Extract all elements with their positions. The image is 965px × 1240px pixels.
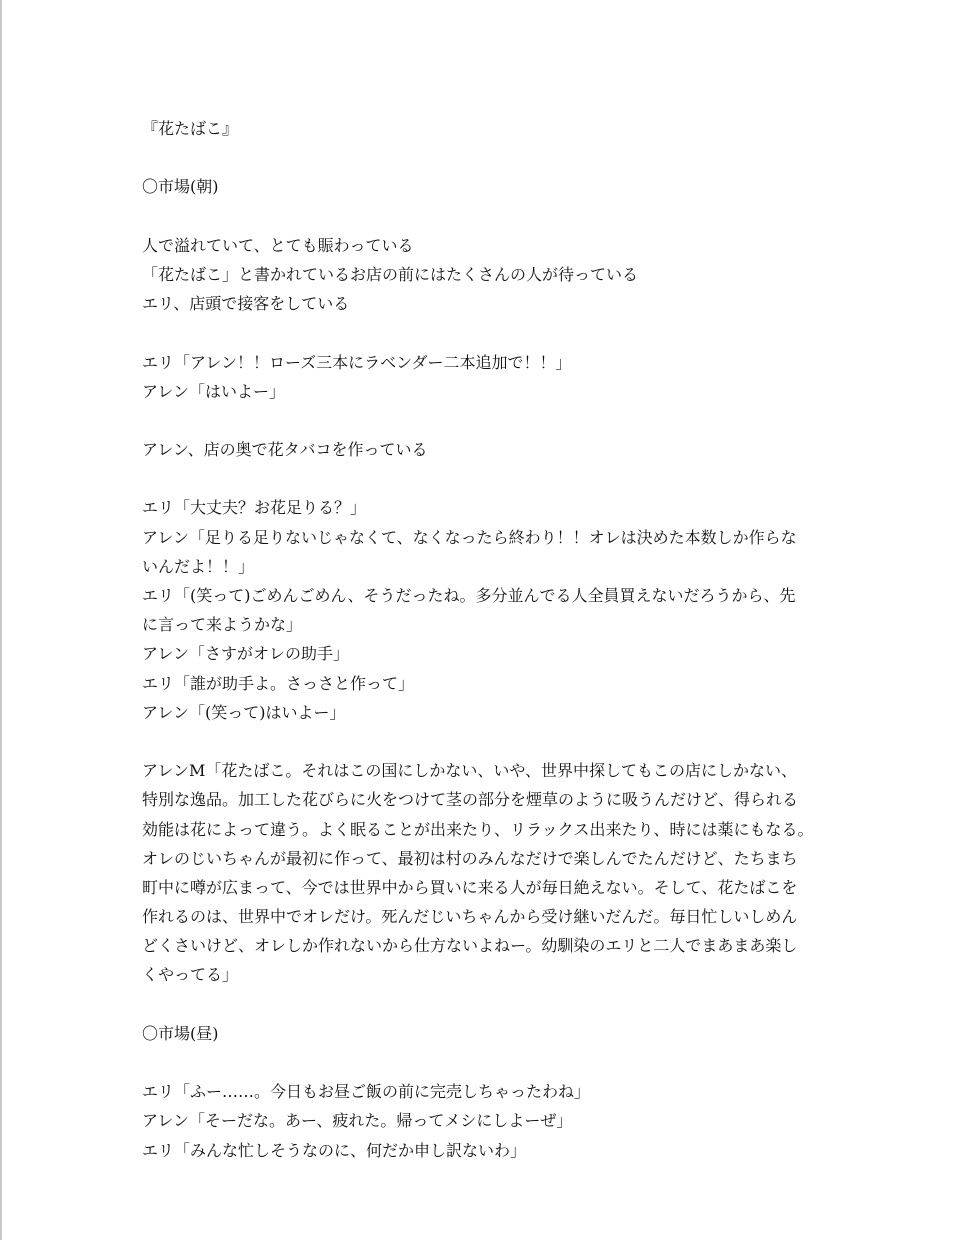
dialogue-line: エリ「ふー……。今日もお昼ご飯の前に完売しちゃったわね」: [142, 1082, 591, 1102]
blank-line: [142, 406, 842, 435]
blank-line: [142, 990, 842, 1019]
monologue-line: 町中に噂が広まって、今では世界中から買いに来る人が毎日絶えない。そして、花たばこを: [142, 877, 798, 897]
monologue-line: 効能は花によって違う。よく眠ることが出来たり、リラックス出来たり、時には薬にもなる。: [142, 819, 814, 839]
monologue-line: 作れるのは、世界中でオレだけ。死んだじいちゃんから受け継いだんだ。毎日忙しいしめん: [142, 907, 798, 927]
monologue-line: 特別な逸品。加工した花びらに火をつけて茎の部分を煙草のように吸うんだけど、得られる: [142, 790, 799, 810]
action-line: 「花たばこ」と書かれているお店の前にはたくさんの人が待っている: [142, 264, 639, 284]
dialogue-line: アレン「はいよー」: [142, 381, 285, 401]
scene-heading-morning: 〇市場(朝): [142, 177, 219, 197]
blank-line: [142, 143, 842, 172]
blank-line: [142, 464, 842, 493]
action-line: アレン、店の奥で花タバコを作っている: [142, 440, 428, 460]
dialogue-line: エリ「アレン！！ローズ三本にラベンダー二本追加で！！」: [142, 352, 572, 372]
dialogue-line: に言って来ようかな」: [142, 615, 303, 635]
dialogue-line: アレン「足りる足りないじゃなくて、なくなったら終わり！！オレは決めた本数しか作らな: [142, 527, 797, 547]
blank-line: [142, 318, 842, 347]
monologue-line: オレのじいちゃんが最初に作って、最初は村のみんなだけで楽しんでたんだけど、たちまち: [142, 848, 798, 868]
monologue-line: アレンM「花たばこ。それはこの国にしかない、いや、世界中探してもこの店にしかない、: [142, 761, 798, 781]
blank-line: [142, 202, 842, 231]
dialogue-line: アレン「(笑って)はいよー」: [142, 702, 346, 722]
dialogue-line: エリ「(笑って)ごめんごめん、そうだったね。多分並んでる人全員買えないだろうから、先: [142, 586, 796, 605]
dialogue-line: アレン「そーだな。あー、疲れた。帰ってメシにしよーぜ」: [142, 1111, 573, 1131]
action-line: 人で溢れていて、とても賑わっている: [142, 235, 414, 255]
blank-line: [142, 727, 842, 756]
dialogue-line: いんだよ！！」: [142, 556, 255, 576]
dialogue-line: エリ「みんな忙しそうなのに、何だか申し訳ないわ」: [142, 1140, 527, 1160]
blank-line: [142, 1048, 842, 1077]
page-edge-divider: [0, 0, 2, 1240]
monologue-line: どくさいけど、オレしか作れないから仕方ないよねー。幼馴染のエリと二人でまあまあ楽し: [142, 936, 798, 956]
script-document: [142, 114, 842, 1165]
script-title: 『花たばこ』: [142, 119, 239, 138]
monologue-line: くやってる」: [142, 965, 239, 985]
dialogue-line: アレン「さすがオレの助手」: [142, 644, 349, 664]
scene-heading-noon: 〇市場(昼): [142, 1023, 219, 1043]
dialogue-line: エリ「大丈夫？お花足りる？」: [142, 498, 367, 518]
action-line: エリ、店頭で接客をしている: [142, 294, 350, 314]
dialogue-line: エリ「誰が助手よ。さっさと作って」: [142, 673, 415, 693]
